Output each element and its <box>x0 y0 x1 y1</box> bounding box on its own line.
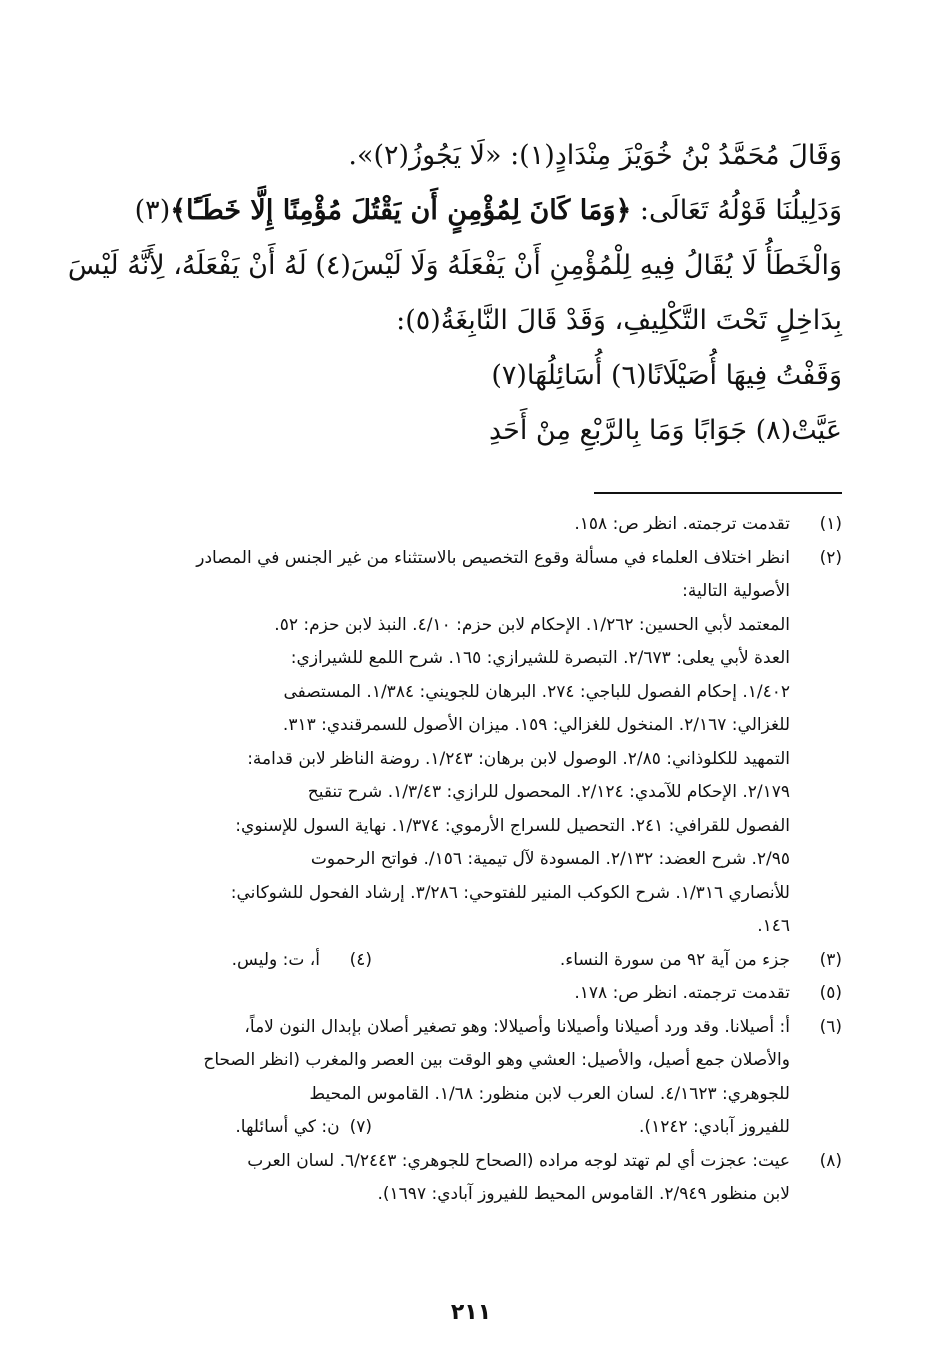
footnote-line: الأصولية التالية: <box>682 581 790 601</box>
footnote-line: للأنصاري ١/٣١٦. شرح الكوكب المنير للفتوحي: ٣/٢٨٦. إرشاد الفحول للشوكاني: <box>230 882 790 903</box>
footnote-7 <box>235 1111 372 1145</box>
footnote-6 <box>102 1011 842 1145</box>
footnote-separator <box>594 492 842 494</box>
footnote-number: (٧) <box>349 1117 372 1137</box>
footnote-line: المعتمد لأبي الحسين: ١/٢٦٢. الإحكام لابن حزم: ٤/١٠. النبذ لابن حزم: ٥٢. <box>274 614 790 635</box>
footnote-line: الفصول للقرافي: ٢٤١. التحصيل للسراج الأرموي: ١/٣٧٤. نهاية السول للإسنوي: <box>235 815 790 836</box>
footnote-line: ٢/١٧٩. الإحكام للآمدي: ٢/١٢٤. المحصول للرازي: ١/٣/٤٣. شرح تنقيح <box>307 782 790 802</box>
footnote-6-7-row <box>102 1111 790 1145</box>
footnote-number: (٨) <box>819 1150 842 1171</box>
footnote-number: (٣) <box>819 949 842 970</box>
footnote-line: للفيروز آبادي: ١٢٤٢). <box>639 1117 790 1137</box>
body-line-1: وَقَالَ مُحَمَّدُ بْنُ خُوَيْزَ مِنْدَادٍ(١): «لَا يَجُوزُ(٢)». <box>348 140 842 171</box>
footnote-number: (١) <box>819 514 842 534</box>
footnote-number: (٤) <box>349 949 372 970</box>
footnote-line: انظر اختلاف العلماء في مسألة وقوع التخصيص بالاستثناء من غير الجنس في المصادر <box>196 547 790 568</box>
footnote-line: أ: أصيلانا. وقد ورد أصيلانا وأصيلانا وأصيلالا: وهو تصغير أصلان بإبدال النون لاماً، <box>244 1016 790 1037</box>
footnote-line: ١/٤٠٢. إحكام الفصول للباجي: ٢٧٤. البرهان للجويني: ١/٣٨٤. المستصفى <box>283 681 790 702</box>
footnote-line: عيت: عجزت أي لم تهتد لوجه مراده (الصحاح للجوهري: ٦/٢٤٤٣. لسان العرب <box>247 1150 790 1171</box>
body-line-3: وَالْخَطَأُ لَا يُقَالُ فِيهِ لِلْمُؤْمِنِ أَنْ يَفْعَلَهُ وَلَا لَيْسَ(٤) لَهُ أَنْ يَفْعَلَهُ، لِأَنَّهُ لَيْسَ <box>67 250 842 281</box>
footnote-line: والأصلان جمع أصيل، والأصيل: العشي وهو الوقت بين العصر والمغرب (انظر الصحاح <box>203 1050 790 1070</box>
footnote-line: التمهيد للكلوذاني: ٢/٨٥. الوصول لابن برهان: ١/٢٤٣. روضة الناظر لابن قدامة: <box>247 748 790 769</box>
footnote-line: ١٤٦. <box>757 916 790 936</box>
footnote-2 <box>102 542 842 944</box>
footnotes-3-4 <box>102 944 842 978</box>
page-number: ٢١١ <box>450 1300 492 1325</box>
footnote-line: للغزالي: ٢/١٦٧. المنخول للغزالي: ١٥٩. ميزان الأصول للسمرقندي: ٣١٣. <box>282 715 790 735</box>
footnote-text: أ، ت: وليس. <box>231 949 320 970</box>
footnote-line: لابن منظور ٢/٩٤٩. القاموس المحيط للفيروز آبادي: ١٦٩٧). <box>377 1184 790 1204</box>
poem-hemistich-1: وَقَفْتُ فِيهَا أُصَيْلَانًا(٦) أُسَائِلُهَا(٧) <box>491 360 842 391</box>
footnote-ref-3: (٣) <box>134 195 171 226</box>
main-text <box>67 128 842 458</box>
footnote-1 <box>102 508 842 542</box>
footnote-number: (٢) <box>819 547 842 568</box>
footnote-4 <box>102 944 372 978</box>
quran-verse: ﴿وَمَا كَانَ لِمُؤْمِنٍ أَن يَقْتُلَ مُؤْمِنًا إِلَّا خَطَـًٔا﴾ <box>170 195 632 226</box>
body-line-2-intro: وَدَلِيلُنَا قَوْلُهُ تَعَالَى: <box>631 195 842 226</box>
footnote-6-last-line <box>372 1111 790 1145</box>
footnote-line: ٢/٩٥. شرح العضد: ٢/١٣٢. المسودة لآل تيمية: ١٥٦/. فواتح الرحموت <box>310 849 790 869</box>
footnote-text: جزء من آية ٩٢ من سورة النساء. <box>559 949 790 970</box>
footnotes <box>102 508 842 1212</box>
body-line-4: بِدَاخِلٍ تَحْتَ التَّكْلِيفِ، وَقَدْ قَالَ النَّابِغَةُ(٥): <box>396 305 842 336</box>
footnote-text: ن: كي أسائلها. <box>235 1117 340 1137</box>
body-line-2 <box>100 183 842 238</box>
footnote-number: (٥) <box>819 983 842 1003</box>
poem-hemistich-2: عَيَّتْ(٨) جَوَابًا وَمَا بِالرَّبْعِ مِنْ أَحَدِ <box>488 415 842 446</box>
footnote-text: تقدمت ترجمته. انظر ص: ١٥٨. <box>574 514 790 534</box>
footnote-line: للجوهري: ٤/١٦٢٣. لسان العرب لابن منظور: ١/٦٨. القاموس المحيط <box>309 1083 790 1104</box>
footnote-5 <box>102 977 842 1011</box>
footnote-3 <box>372 944 842 978</box>
footnote-text: تقدمت ترجمته. انظر ص: ١٧٨. <box>574 983 790 1003</box>
footnote-8 <box>102 1145 842 1212</box>
footnote-line: العدة لأبي يعلى: ٢/٦٧٣. التبصرة للشيرازي: ١٦٥. شرح اللمع للشيرازي: <box>290 648 790 668</box>
footnote-number: (٦) <box>819 1016 842 1037</box>
